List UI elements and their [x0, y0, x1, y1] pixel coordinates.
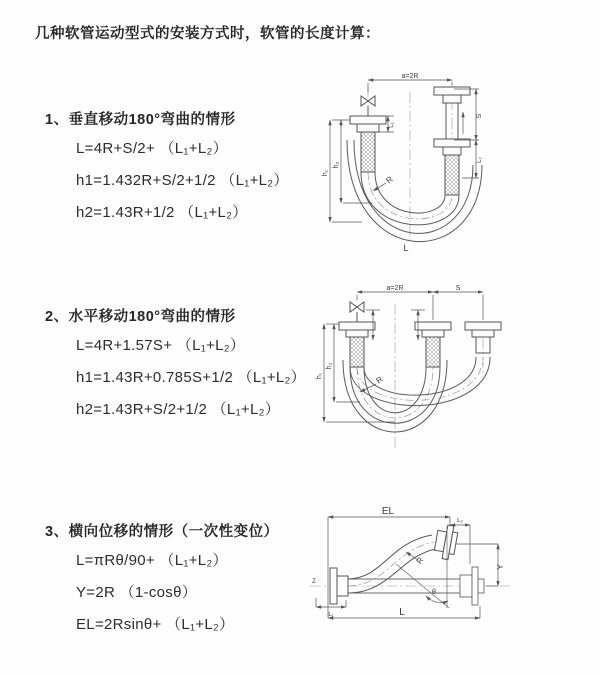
- dim-label-l1: L₁: [328, 612, 334, 618]
- section-2-heading: 2、水平移动180°弯曲的情形: [45, 309, 236, 325]
- diagram-3-drawing: [300, 500, 600, 660]
- radius-label: R: [414, 555, 426, 566]
- dim-label-l1: L₁: [389, 122, 395, 128]
- diagram-horizontal-u-bend: [300, 280, 600, 470]
- dim-label-s: S: [476, 113, 483, 119]
- section-2-formula-l: L=4R+1.57S+ （L₁+L₂）: [76, 337, 246, 354]
- theta-label: θ: [432, 589, 436, 596]
- braid-section-left: [361, 132, 375, 172]
- page-title: 几种软管运动型式的安装方式时，软管的长度计算：: [35, 26, 380, 42]
- dim-label-a2r: a=2R: [386, 285, 404, 292]
- section-3-heading: 3、横向位移的情形（一次性变位）: [45, 524, 279, 540]
- radius-label: R: [384, 174, 395, 186]
- diagram-2-drawing: [300, 280, 600, 470]
- dim-label-l: L: [399, 607, 405, 618]
- dim-label-h1: h₁: [316, 372, 323, 380]
- braid-section-left: [350, 337, 364, 367]
- section-3-formula-y: Y=2R （1-cosθ）: [76, 584, 198, 601]
- centerline-mark: Z: [312, 579, 316, 585]
- dim-label-l2: L₂: [457, 518, 463, 524]
- pipe-structure: [339, 302, 501, 367]
- braid-section-middle: [426, 337, 440, 367]
- dimension-lines: [316, 517, 498, 618]
- section-3-formula-l: L=πRθ/90+ （L₁+L₂）: [76, 552, 228, 569]
- upper-flange: [433, 524, 459, 561]
- section-1-formula-h2: h2=1.43R+1/2 （L₁+L₂）: [76, 204, 248, 221]
- diagram-1-drawing: [300, 70, 600, 260]
- diagram-vertical-u-bend: [300, 70, 600, 260]
- dim-label-s: S: [455, 285, 461, 292]
- centerlines: [368, 80, 452, 244]
- valve-icon: [361, 96, 375, 106]
- left-flange: [330, 568, 348, 604]
- dim-label-l2: L₂: [477, 157, 483, 163]
- section-1-formula-h1: h1=1.432R+S/2+1/2 （L₁+L₂）: [76, 172, 289, 189]
- section-2-formula-h1: h1=1.43R+0.785S+1/2 （L₁+L₂）: [76, 369, 306, 386]
- section-2-formula-h2: h2=1.43R+S/2+1/2 （L₁+L₂）: [76, 401, 281, 418]
- braid-section-right: [445, 155, 459, 195]
- dimension-lines: [324, 292, 483, 422]
- section-1-heading: 1、垂直移动180°弯曲的情形: [45, 112, 236, 128]
- hose-centerlines-dashed: [357, 357, 483, 418]
- dim-label-y: Y: [496, 564, 505, 570]
- dim-label-h2: h₂: [326, 362, 333, 370]
- hose-curves: [343, 357, 490, 432]
- section-1-formula-l: L=4R+S/2+ （L₁+L₂）: [76, 140, 228, 157]
- diagram-lateral-displacement: [300, 500, 600, 660]
- radius-label: R: [374, 374, 385, 386]
- dim-label-h1: h₁: [322, 169, 329, 177]
- length-label: L: [403, 243, 409, 253]
- dim-label-h2: h₂: [333, 161, 340, 169]
- dim-label-el: EL: [381, 506, 395, 517]
- valve-icon: [350, 302, 364, 312]
- dim-label-a2r: a=2R: [401, 73, 419, 80]
- section-3-formula-el: EL=2Rsinθ+ （L₁+L₂）: [76, 616, 235, 633]
